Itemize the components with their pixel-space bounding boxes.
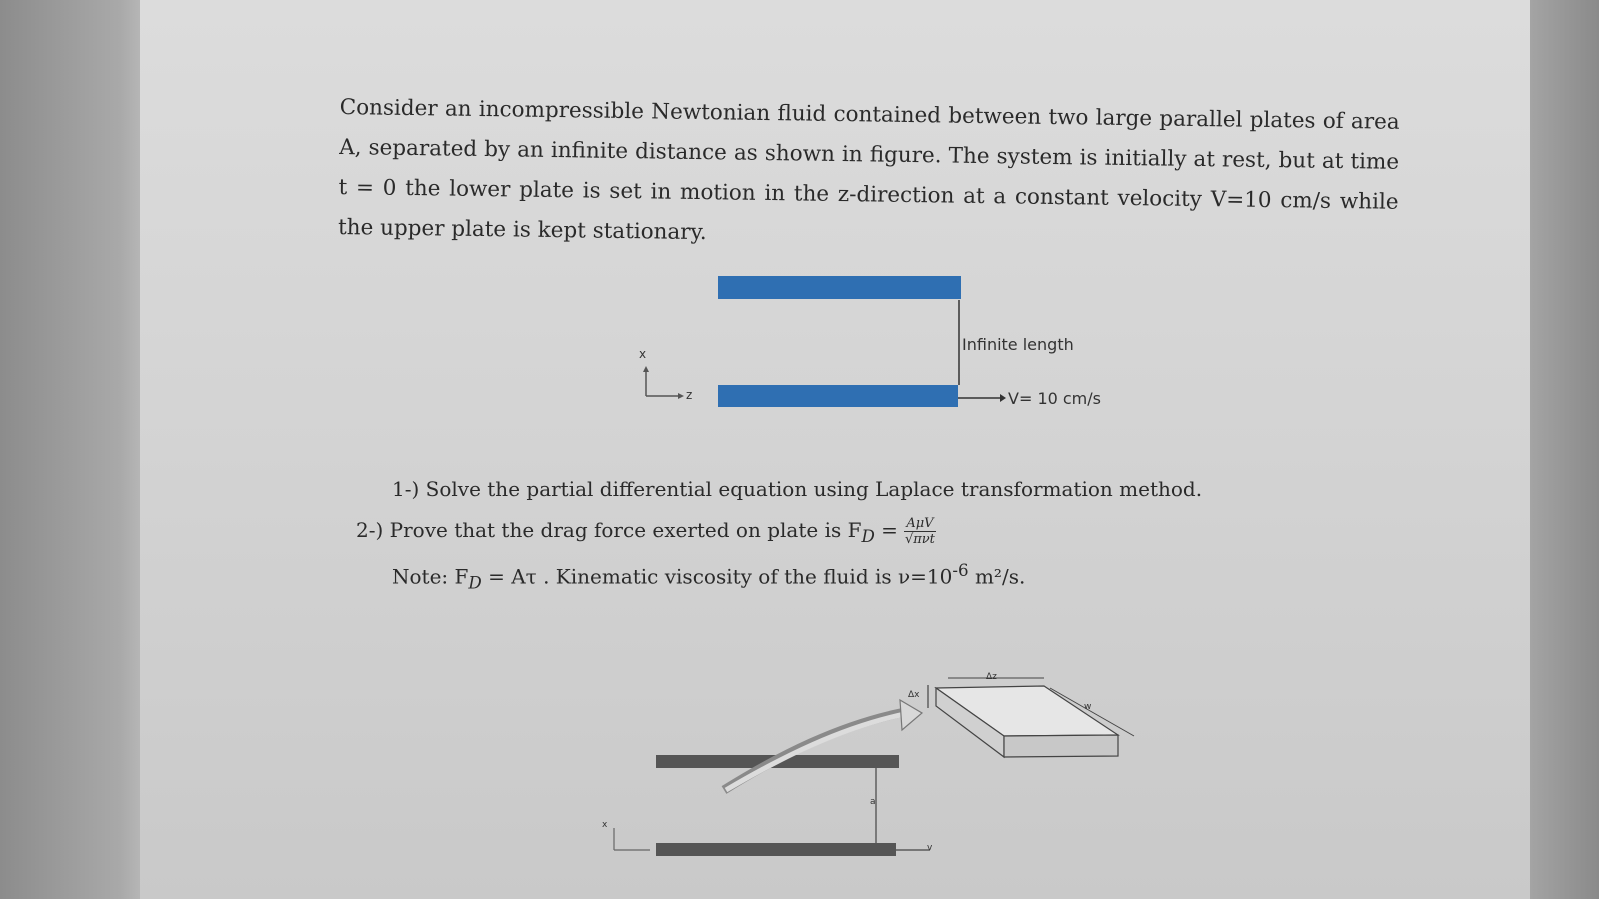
note-prefix: Note: F [392, 564, 469, 589]
v2-label: v [927, 843, 933, 853]
fraction-denominator: √πνt [904, 532, 935, 547]
axis-x-label: x [639, 347, 647, 361]
w-label: w [1084, 702, 1092, 712]
dx-label: Δx [908, 690, 920, 700]
zoom-arrowhead [900, 700, 922, 730]
dz-label: Δz [986, 672, 997, 682]
lower-plate-2 [656, 843, 896, 856]
axis-z-label: z [686, 388, 693, 402]
infinite-length-label: Infinite length [962, 335, 1074, 354]
question-2-eq: = [874, 518, 905, 542]
velocity-label: V= 10 cm/s [1008, 389, 1101, 408]
problem-paragraph: Consider an incompressible Newtonian fluid contained between two large parallel plates of area A, separated by an infinite distance as shown in figure. The system is initially at rest, but at time t = 0 the lower plate is set in motion in the z-direction at a constant velocity V=10 cm/s while the upper plate is kept stationary. [337, 94, 1400, 246]
note-eq: = Aτ . Kinematic viscosity of the fluid is ν=10 [481, 564, 953, 589]
question-1: 1-) Solve the partial differential equation using Laplace transformation method. [392, 477, 1203, 501]
question-2-text: 2-) Prove that the drag force exerted on plate is F [356, 518, 862, 542]
fraction-numerator: AμV [906, 516, 934, 531]
note-unit: m²/s. [968, 564, 1026, 589]
note-exp: -6 [952, 561, 969, 580]
question-2-sub: D [861, 527, 875, 546]
x2-label: x [602, 820, 608, 830]
zoom-arrow-inner [726, 714, 905, 790]
element-front [1004, 735, 1118, 757]
note-sub: D [468, 573, 482, 593]
a-label: a [870, 797, 876, 807]
